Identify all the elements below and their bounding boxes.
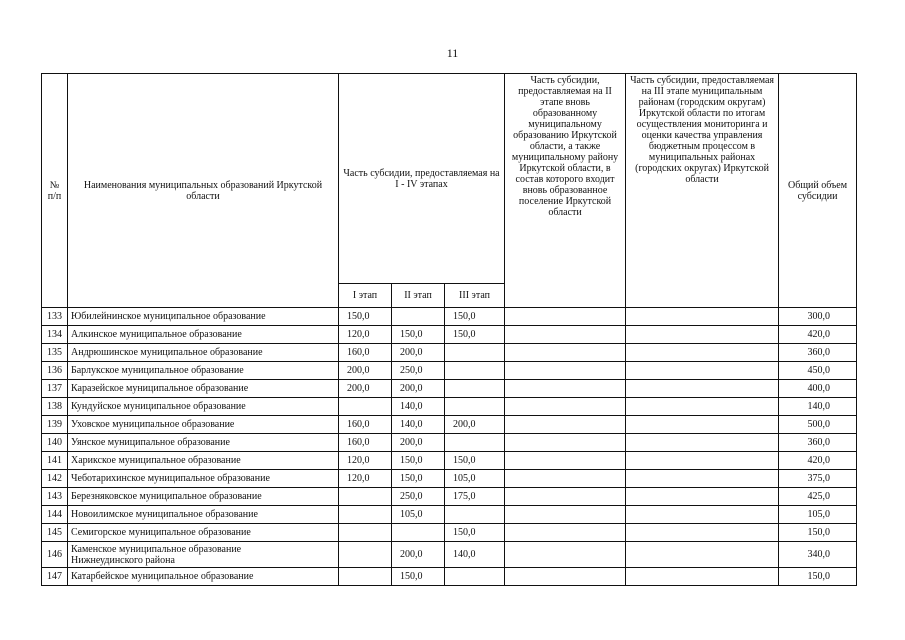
- row-total: 425,0: [779, 488, 857, 506]
- table-row: [42, 344, 857, 362]
- row-name: [68, 398, 339, 416]
- row-stage3-districts: [626, 524, 779, 542]
- row-name: [68, 542, 339, 568]
- table-row: [42, 308, 857, 326]
- row-stage3: [445, 362, 505, 380]
- row-name: [68, 380, 339, 398]
- row-number: 136: [42, 362, 68, 380]
- table-row: [42, 542, 857, 568]
- row-stage3-districts: [626, 542, 779, 568]
- row-stage2: 140,0: [392, 398, 445, 416]
- table-row: [42, 470, 857, 488]
- row-name-line: Андрюшинское муниципальное образование: [71, 347, 263, 358]
- row-stage2: 250,0: [392, 488, 445, 506]
- table-row: [42, 506, 857, 524]
- row-name-line: Семигорское муниципальное образование: [71, 527, 251, 538]
- table-row: [42, 380, 857, 398]
- table-row: [42, 434, 857, 452]
- row-total: 450,0: [779, 362, 857, 380]
- row-stage2: 150,0: [392, 326, 445, 344]
- row-stage2-new: [505, 506, 626, 524]
- subsidy-table: [41, 73, 857, 586]
- row-stage3: 175,0: [445, 488, 505, 506]
- row-number: 139: [42, 416, 68, 434]
- row-stage2: [392, 308, 445, 326]
- table-row: [42, 326, 857, 344]
- row-stage3: 200,0: [445, 416, 505, 434]
- row-stage3: [445, 344, 505, 362]
- row-total: 500,0: [779, 416, 857, 434]
- row-stage1: 160,0: [339, 344, 392, 362]
- row-total: 400,0: [779, 380, 857, 398]
- table-row: [42, 452, 857, 470]
- header-stage3: III этап: [445, 284, 505, 308]
- row-stage2-new: [505, 434, 626, 452]
- row-number: 145: [42, 524, 68, 542]
- row-name-line: Уянское муниципальное образование: [71, 437, 230, 448]
- row-stage2-new: [505, 542, 626, 568]
- row-stage3-districts: [626, 380, 779, 398]
- row-stage2-new: [505, 470, 626, 488]
- row-stage3: 140,0: [445, 542, 505, 568]
- row-total: 360,0: [779, 434, 857, 452]
- row-number: 143: [42, 488, 68, 506]
- row-name-line: Харикское муниципальное образование: [71, 455, 241, 466]
- row-total: 420,0: [779, 452, 857, 470]
- row-total: 150,0: [779, 568, 857, 586]
- row-stage1: 160,0: [339, 416, 392, 434]
- row-stage3-districts: [626, 452, 779, 470]
- row-number: 140: [42, 434, 68, 452]
- row-stage3: 150,0: [445, 452, 505, 470]
- row-stage1: 150,0: [339, 308, 392, 326]
- row-name: [68, 524, 339, 542]
- row-number: 133: [42, 308, 68, 326]
- row-stage2: 200,0: [392, 434, 445, 452]
- row-stage2-new: [505, 416, 626, 434]
- row-number: 138: [42, 398, 68, 416]
- row-name-line: Барлукское муниципальное образование: [71, 365, 244, 376]
- row-name: [68, 416, 339, 434]
- row-name-line: Новоилимское муниципальное образование: [71, 509, 258, 520]
- row-stage3-districts: [626, 506, 779, 524]
- row-total: 360,0: [779, 344, 857, 362]
- row-name-line: Нижнеудинского района: [71, 554, 175, 566]
- row-stage3-districts: [626, 308, 779, 326]
- row-number: 146: [42, 542, 68, 568]
- row-stage2-new: [505, 568, 626, 586]
- header-stage2: II этап: [392, 284, 445, 308]
- row-stage2-new: [505, 488, 626, 506]
- row-stage2-new: [505, 452, 626, 470]
- row-name: [68, 506, 339, 524]
- row-total: 375,0: [779, 470, 857, 488]
- row-stage1: 160,0: [339, 434, 392, 452]
- row-number: 142: [42, 470, 68, 488]
- row-stage3: [445, 434, 505, 452]
- table-row: [42, 398, 857, 416]
- row-stage2-new: [505, 380, 626, 398]
- row-name-line: Юбилейнинское муниципальное образование: [71, 311, 266, 322]
- row-stage2: 150,0: [392, 452, 445, 470]
- row-total: 340,0: [779, 542, 857, 568]
- row-total: 300,0: [779, 308, 857, 326]
- row-name: [68, 362, 339, 380]
- row-name: [68, 452, 339, 470]
- row-stage3-districts: [626, 488, 779, 506]
- row-name-line: Чеботарихинское муниципальное образование: [71, 473, 270, 484]
- row-number: 141: [42, 452, 68, 470]
- row-name-line: Уховское муниципальное образование: [71, 419, 235, 430]
- row-stage3-districts: [626, 416, 779, 434]
- row-stage1: [339, 524, 392, 542]
- row-stage3-districts: [626, 470, 779, 488]
- row-total: 140,0: [779, 398, 857, 416]
- row-name: [68, 470, 339, 488]
- row-name-line: Каменское муниципальное образование: [71, 543, 242, 555]
- row-stage2-new: [505, 524, 626, 542]
- row-stage3: [445, 398, 505, 416]
- row-name-line: Алкинское муниципальное образование: [71, 329, 242, 340]
- row-number: 137: [42, 380, 68, 398]
- row-name: [68, 344, 339, 362]
- row-stage3: 150,0: [445, 524, 505, 542]
- header-total: Общий объем субсидии: [779, 74, 857, 308]
- table-row: [42, 488, 857, 506]
- row-stage1: [339, 542, 392, 568]
- row-stage3: [445, 506, 505, 524]
- row-stage1: [339, 398, 392, 416]
- row-total: 105,0: [779, 506, 857, 524]
- header-num: № п/п: [42, 74, 68, 308]
- row-stage2: 250,0: [392, 362, 445, 380]
- row-stage3-districts: [626, 434, 779, 452]
- row-stage2: 140,0: [392, 416, 445, 434]
- table-row: [42, 568, 857, 586]
- row-name: [68, 326, 339, 344]
- row-stage3: 150,0: [445, 326, 505, 344]
- page-number: 11: [446, 46, 459, 60]
- row-stage1: [339, 568, 392, 586]
- header-stage3-districts: Часть субсидии, предоставляемая на III этапе муниципальным районам (городским округам) Иркутской области по итогам осуществления мониторинга и оценки качества управления бюджетным процессом в муниципальных районах (городских округах) Иркутской области: [626, 74, 779, 308]
- row-number: 135: [42, 344, 68, 362]
- row-stage2-new: [505, 308, 626, 326]
- row-stage1: [339, 488, 392, 506]
- row-stage2-new: [505, 362, 626, 380]
- row-total: 150,0: [779, 524, 857, 542]
- row-number: 134: [42, 326, 68, 344]
- row-stage2: 200,0: [392, 542, 445, 568]
- row-name: [68, 308, 339, 326]
- row-stage3: 105,0: [445, 470, 505, 488]
- row-stage2: 200,0: [392, 380, 445, 398]
- row-name-line: Каразейское муниципальное образование: [71, 383, 249, 394]
- row-stage2-new: [505, 344, 626, 362]
- header-stage1: I этап: [339, 284, 392, 308]
- table-row: [42, 524, 857, 542]
- header-name: Наименования муниципальных образований Иркутской области: [68, 74, 339, 308]
- row-stage1: 120,0: [339, 326, 392, 344]
- row-stage2: 105,0: [392, 506, 445, 524]
- table-row: [42, 362, 857, 380]
- row-number: 144: [42, 506, 68, 524]
- row-stage2-new: [505, 326, 626, 344]
- row-stage2: 200,0: [392, 344, 445, 362]
- row-stage2-new: [505, 398, 626, 416]
- row-name-line: Кундуйское муниципальное образование: [71, 401, 246, 412]
- row-name: [68, 568, 339, 586]
- row-stage3-districts: [626, 398, 779, 416]
- row-stage1: 200,0: [339, 362, 392, 380]
- row-name: [68, 488, 339, 506]
- row-stage3: [445, 380, 505, 398]
- header-row: [42, 74, 857, 284]
- row-stage3-districts: [626, 326, 779, 344]
- header-stages-group: Часть субсидии, предоставляемая на I - IV этапах: [339, 74, 505, 284]
- row-stage1: 120,0: [339, 470, 392, 488]
- row-stage3-districts: [626, 362, 779, 380]
- row-stage3: 150,0: [445, 308, 505, 326]
- row-stage3-districts: [626, 568, 779, 586]
- row-stage2: [392, 524, 445, 542]
- row-number: 147: [42, 568, 68, 586]
- table-row: [42, 416, 857, 434]
- row-stage2: 150,0: [392, 470, 445, 488]
- row-name: [68, 434, 339, 452]
- row-stage2: 150,0: [392, 568, 445, 586]
- row-stage3-districts: [626, 344, 779, 362]
- row-name-line: Березняковское муниципальное образование: [71, 491, 262, 502]
- row-total: 420,0: [779, 326, 857, 344]
- row-stage1: [339, 506, 392, 524]
- row-name-line: Катарбейское муниципальное образование: [71, 571, 254, 582]
- header-stage2-new: Часть субсидии, предоставляемая на II этапе вновь образованному муниципальному образованию Иркутской области, а также муниципальному району Иркутской области, в состав которого входит вновь образованное поселение Иркутской области: [505, 74, 626, 308]
- row-stage1: 120,0: [339, 452, 392, 470]
- row-stage1: 200,0: [339, 380, 392, 398]
- row-stage3: [445, 568, 505, 586]
